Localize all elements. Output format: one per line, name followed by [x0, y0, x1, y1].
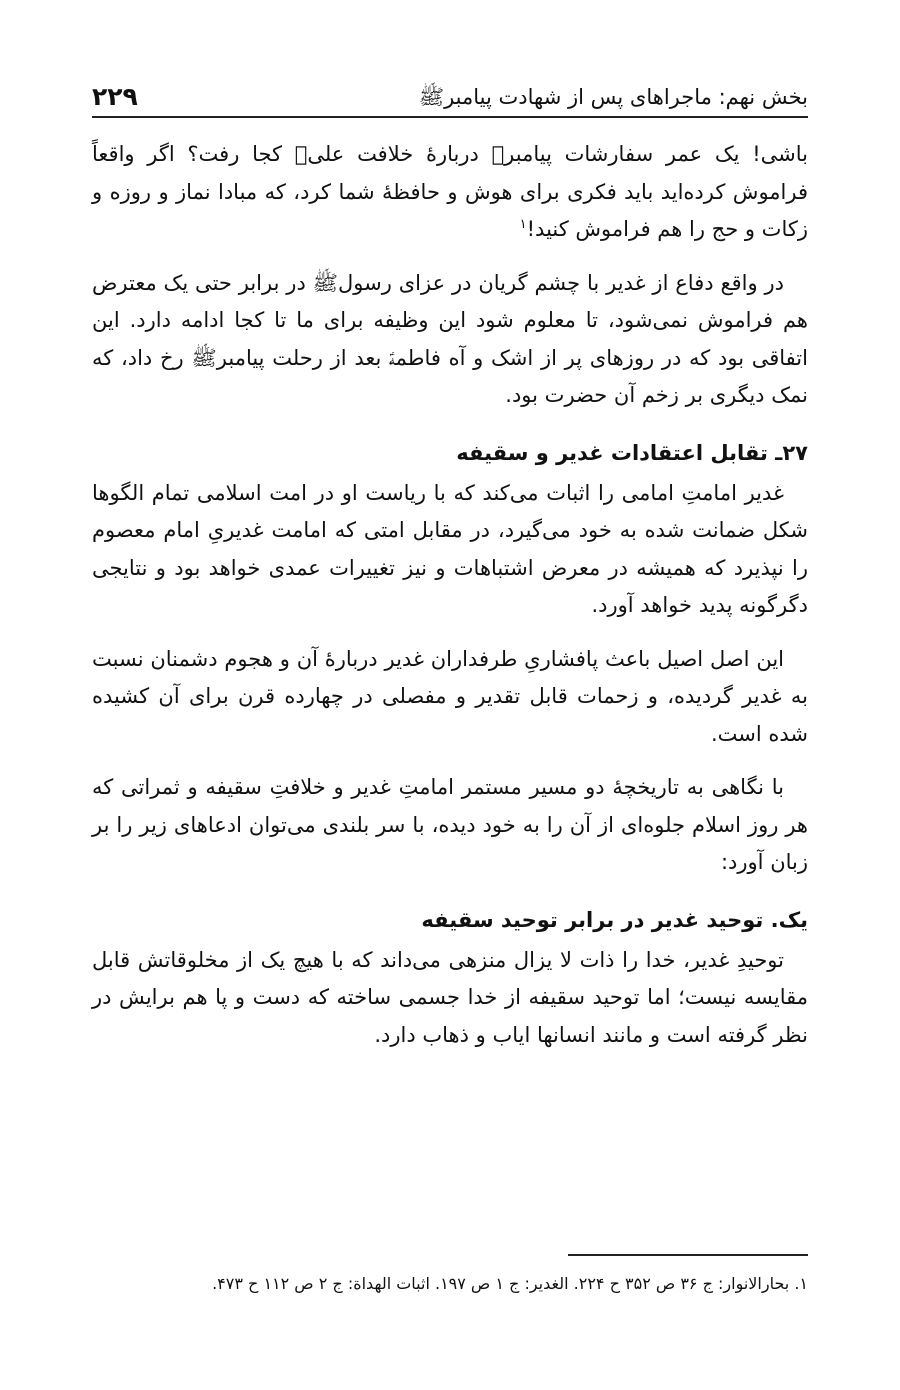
header-divider — [92, 116, 808, 118]
book-page — [92, 0, 808, 1390]
running-header — [92, 66, 808, 112]
footnote-marker: ۱ — [519, 217, 527, 232]
paragraph: این اصل اصیل باعث پافشاریِ طرفداران غدیر دربارهٔ آن و هجوم دشمنان نسبت به غدیر گردیده، و زحمات قابل تقدیر و مفصلی در چهارده قرن برای آن کشیده شده است. — [92, 646, 808, 746]
paragraph: با نگاهی به تاریخچهٔ دو مسیر مستمر امامتِ غدیر و خلافتِ سقیفه و ثمراتی که هر روز اسلام جلوه‌ای از آن را به خود دیده، با سر بلندی می‌توان ادعاهای زیر را بر زبان آورد: — [92, 775, 808, 874]
chapter-title: بخش نهم: ماجراهای پس از شهادت پیامبرﷺ — [418, 85, 808, 109]
paragraph: توحیدِ غدیر، خدا را ذات لا یزال منزهی می‌داند که با هیچ یک از مخلوقاتش قابل مقایسه نیست؛ اما توحید سقیفه از خدا جسمی ساخته که دست و پا هم برایش در نظر گرفته است و مانند انسانها ایاب و ذهاب دارد. — [92, 947, 808, 1047]
page-body — [92, 136, 808, 1070]
paragraph-text: باشی! یک عمر سفارشات پیامبرﷺ دربارهٔ خلافت علیؑ کجا رفت؟ اگر واقعاً فراموش کرده‌اید باید فکری برای هوش و حافظهٔ شما کرد، که مبادا نماز و روزه و زکات و حج را هم فراموش کنید! — [92, 142, 808, 241]
paragraph — [92, 136, 808, 249]
paragraph: در واقع دفاع از غدیر با چشم گریان در عزای رسولﷺ در برابر حتی یک معترض هم فراموش نمی‌شود، تا معلوم شود این وظیفه برای ما تا کجا ادامه دارد. این اتفاقی بود که در روزهای پر از اشک و آه فاطمهؑ بعد از رحلت پیامبرﷺ رخ داد، که نمک دیگری بر زخم آن حضرت بود. — [92, 270, 808, 407]
footnote: ۱. بحارالانوار: ج ۳۶ ص ۳۵۲ ح ۲۲۴. الغدیر: ج ۱ ص ۱۹۷. اثبات الهداة: ج ۲ ص ۱۱۲ ح ۴۷۳. — [212, 1274, 808, 1293]
footnote-divider — [568, 1254, 808, 1256]
page-number: ۲۲۹ — [92, 82, 138, 111]
paragraph: غدیر امامتِ امامی را اثبات می‌کند که با ریاست او در امت اسلامی تمام الگوها شکل ضمانت شده به خود می‌گیرد، در مقابل امتی که امامت غدیریِ امام معصوم را نپذیرد که همیشه در معرض اشتباهات و نیز تغییرات عمدی خواهد بود و نتایجی دگرگونه پدید خواهد آورد. — [92, 480, 808, 617]
section-heading: یک. توحید غدیر در برابر توحید سقیفه — [421, 907, 808, 932]
section-heading: ۲۷ـ تقابل اعتقادات غدیر و سقیفه — [456, 440, 808, 465]
